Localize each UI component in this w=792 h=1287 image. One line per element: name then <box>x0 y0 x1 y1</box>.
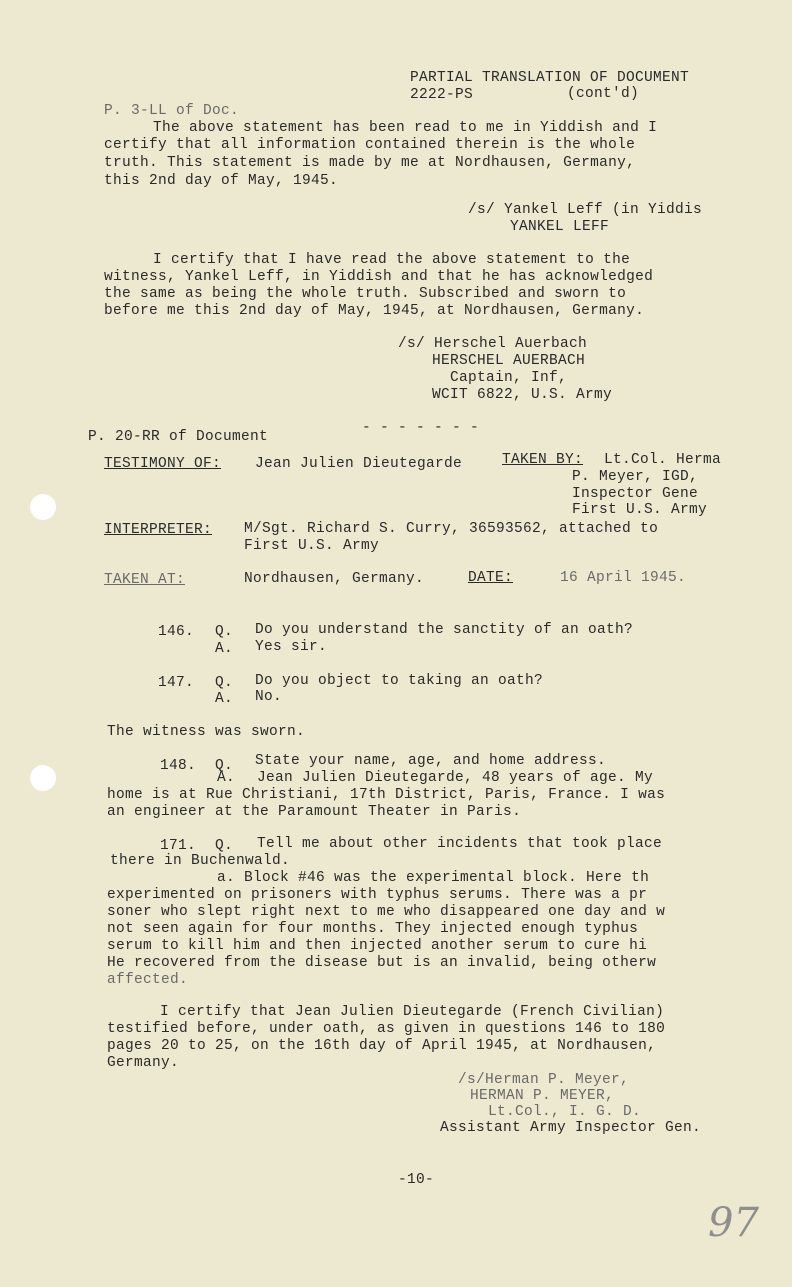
taken-at-label: TAKEN AT: <box>104 572 186 588</box>
punch-hole <box>30 765 56 791</box>
q-label: Q. <box>215 758 234 774</box>
q-label: Q. <box>215 624 234 640</box>
question-line: Tell me about other incidents that took place <box>257 836 663 852</box>
answer-text: No. <box>255 689 283 705</box>
signature-leff: /s/ Yankel Leff (in Yiddis <box>468 202 703 218</box>
interpreter-line: M/Sgt. Richard S. Curry, 36593562, attached to <box>244 521 659 537</box>
question-text: Do you understand the sanctity of an oath? <box>255 622 634 638</box>
signature-leff-name: YANKEL LEFF <box>510 219 610 235</box>
question-number: 171. <box>160 838 197 854</box>
answer-text: Yes sir. <box>255 639 328 655</box>
para2-line: the same as being the whole truth. Subscribed and sworn to <box>104 286 627 302</box>
certification-line: pages 20 to 25, on the 16th day of April 1945, at Nordhausen, <box>107 1038 657 1054</box>
para2-line: I certify that I have read the above statement to the <box>153 252 631 268</box>
section1-ref: P. 3-LL of Doc. <box>104 103 240 119</box>
date-label: DATE: <box>468 570 514 586</box>
a-label: A. <box>215 691 234 707</box>
answer-line: He recovered from the disease but is an invalid, being otherw <box>107 955 657 971</box>
signature-auerbach-line: Captain, Inf, <box>450 370 568 386</box>
taken-by-line: Lt.Col. Herma <box>604 452 722 468</box>
taken-by-line: Inspector Gene <box>572 486 699 502</box>
taken-at-value: Nordhausen, Germany. <box>244 571 425 587</box>
answer-line: soner who slept right next to me who disappeared one day and w <box>107 904 666 920</box>
signature-auerbach: /s/ Herschel Auerbach <box>398 336 588 352</box>
signature-meyer-line: Lt.Col., I. G. D. <box>488 1104 642 1120</box>
para1-line: certify that all information contained therein is the whole <box>104 137 636 153</box>
answer-line: affected. <box>107 972 189 988</box>
para1-line: truth. This statement is made by me at Nordhausen, Germany, <box>104 155 636 171</box>
answer-line: Jean Julien Dieutegarde, 48 years of age. My <box>257 770 654 786</box>
answer-line: serum to kill him and then injected another serum to cure hi <box>107 938 648 954</box>
a-label: A. <box>215 641 234 657</box>
para2-line: before me this 2nd day of May, 1945, at Nordhausen, Germany. <box>104 303 645 319</box>
answer-line: a. Block #46 was the experimental block. Here th <box>217 870 650 886</box>
answer-line: an engineer at the Paramount Theater in Paris. <box>107 804 522 820</box>
para2-line: witness, Yankel Leff, in Yiddish and that he has acknowledged <box>104 269 654 285</box>
interpreter-label: INTERPRETER: <box>104 522 213 538</box>
signature-meyer: /s/Herman P. Meyer, <box>458 1072 630 1088</box>
punch-hole <box>30 494 56 520</box>
signature-meyer-line: HERMAN P. MEYER, <box>470 1088 615 1104</box>
section-divider: - - - - - - - <box>362 420 480 436</box>
header-title: PARTIAL TRANSLATION OF DOCUMENT <box>410 70 690 86</box>
header-contd: (cont'd) <box>567 86 640 102</box>
sworn-statement: The witness was sworn. <box>107 724 306 740</box>
signature-meyer-line: Assistant Army Inspector Gen. <box>440 1120 702 1136</box>
page-number: -10- <box>398 1172 435 1188</box>
taken-by-label: TAKEN BY: <box>502 452 584 468</box>
answer-line: not seen again for four months. They injected enough typhus <box>107 921 639 937</box>
testimony-value: Jean Julien Dieutegarde <box>255 456 463 472</box>
section2-ref: P. 20-RR of Document <box>88 429 269 445</box>
question-number: 148. <box>160 758 197 774</box>
interpreter-line: First U.S. Army <box>244 538 380 554</box>
signature-auerbach-line: WCIT 6822, U.S. Army <box>432 387 613 403</box>
taken-by-line: P. Meyer, IGD, <box>572 469 699 485</box>
q-label: Q. <box>215 675 234 691</box>
taken-by-line: First U.S. Army <box>572 502 708 518</box>
q-label: Q. <box>215 838 234 854</box>
question-number: 146. <box>158 624 195 640</box>
signature-auerbach-line: HERSCHEL AUERBACH <box>432 353 586 369</box>
a-label: A. <box>217 770 236 786</box>
testimony-label: TESTIMONY OF: <box>104 456 222 472</box>
certification-line: Germany. <box>107 1055 180 1071</box>
date-value: 16 April 1945. <box>560 570 687 586</box>
answer-line: experimented on prisoners with typhus serums. There was a pr <box>107 887 648 903</box>
certification-line: testified before, under oath, as given in questions 146 to 180 <box>107 1021 666 1037</box>
para1-line: this 2nd day of May, 1945. <box>104 173 339 189</box>
question-text: State your name, age, and home address. <box>255 753 607 769</box>
pencil-annotation: 97 <box>708 1200 759 1246</box>
certification-line: I certify that Jean Julien Dieutegarde (French Civilian) <box>160 1004 665 1020</box>
question-line: there in Buchenwald. <box>110 853 291 869</box>
header-doc-number: 2222-PS <box>410 87 474 103</box>
answer-line: home is at Rue Christiani, 17th District, Paris, France. I was <box>107 787 666 803</box>
question-text: Do you object to taking an oath? <box>255 673 544 689</box>
question-number: 147. <box>158 675 195 691</box>
para1-line: The above statement has been read to me in Yiddish and I <box>153 120 658 136</box>
